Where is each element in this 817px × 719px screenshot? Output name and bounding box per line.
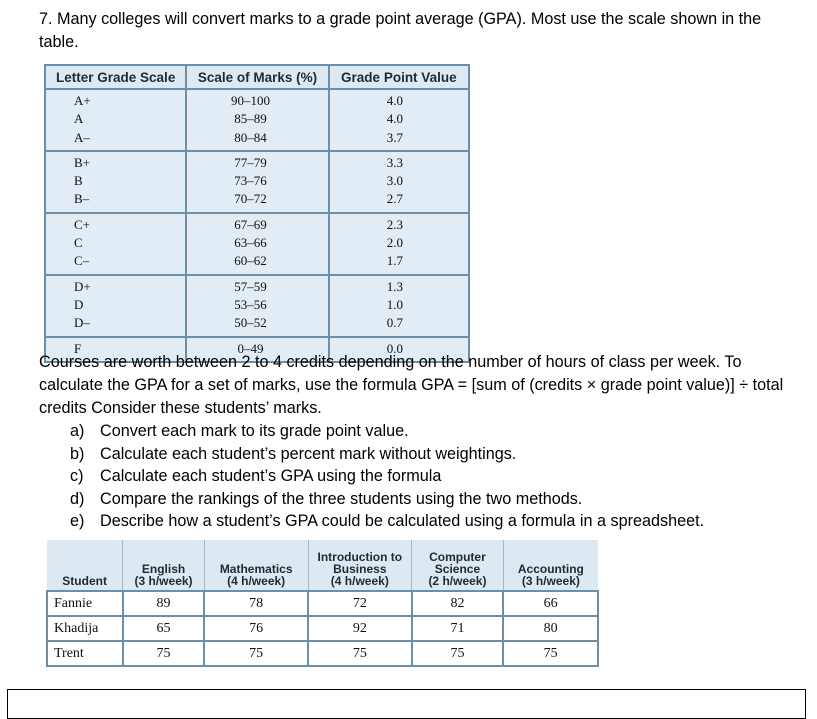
task-item-d	[70, 488, 704, 511]
mark-cell: 92	[308, 616, 412, 641]
grade-header-letter: Letter Grade Scale	[45, 65, 186, 89]
task-letter: a)	[70, 422, 85, 440]
grade-marks: 77–79	[234, 154, 267, 170]
task-item-e	[70, 510, 704, 533]
grade-group-c	[45, 213, 469, 275]
grade-marks: 73–76	[234, 173, 267, 189]
grade-marks: 85–89	[234, 111, 267, 127]
grade-group-b	[45, 151, 469, 213]
col-header-business: Introduction to Business (4 h/week)	[308, 540, 412, 591]
grade-marks: 53–56	[234, 296, 267, 312]
grade-letter: F	[74, 340, 82, 356]
col-header-mathematics: Mathematics (4 h/week)	[204, 540, 308, 591]
grade-marks: 50–52	[234, 315, 267, 331]
mark-cell: 75	[308, 641, 412, 666]
mark-cell: 75	[123, 641, 205, 666]
grade-points: 3.7	[386, 129, 403, 145]
task-list	[70, 420, 704, 533]
grade-header-marks: Scale of Marks (%)	[186, 65, 328, 89]
mark-cell: 75	[503, 641, 598, 666]
grade-points: 1.0	[386, 296, 403, 312]
task-letter: e)	[70, 512, 85, 530]
mark-cell: 76	[204, 616, 308, 641]
grade-marks: 80–84	[234, 129, 267, 145]
col-header-student: Student	[47, 540, 123, 591]
grade-points: 0.7	[386, 315, 403, 331]
grade-letter: C+	[74, 216, 91, 232]
grade-marks: 57–59	[234, 278, 267, 294]
student-name: Khadija	[47, 616, 123, 641]
grade-letter: A	[74, 111, 84, 127]
task-letter: c)	[70, 467, 84, 485]
task-text: Calculate each student’s percent mark without weightings.	[100, 444, 517, 463]
grade-marks: 90–100	[231, 93, 270, 108]
task-text: Convert each mark to its grade point value.	[100, 422, 409, 440]
question-text: 7. Many colleges will convert marks to a grade point average (GPA). Most use the scale shown in the table.	[39, 10, 762, 51]
task-text: Compare the rankings of the three students using the two methods.	[100, 489, 583, 508]
grade-marks: 63–66	[234, 235, 267, 251]
grade-points: 2.0	[386, 235, 403, 251]
grade-points: 0.0	[386, 340, 403, 356]
task-letter: b)	[70, 444, 85, 463]
task-item-a	[70, 420, 704, 443]
grade-marks: 60–62	[234, 253, 267, 269]
grade-letter: D+	[74, 278, 91, 294]
grade-letter: B+	[74, 154, 91, 170]
mark-cell: 82	[412, 591, 504, 616]
table-row	[47, 591, 598, 616]
col-header-english: English (3 h/week)	[123, 540, 205, 591]
grade-letter: C–	[74, 253, 90, 269]
task-item-b	[70, 443, 704, 466]
grade-points: 3.3	[386, 154, 403, 170]
student-name: Trent	[47, 641, 123, 666]
grade-marks: 0–49	[237, 340, 264, 356]
grade-group-a	[45, 89, 469, 151]
grade-letter: A+	[74, 93, 91, 108]
task-letter: d)	[70, 489, 85, 508]
task-text: Calculate each student’s GPA using the formula	[100, 467, 442, 485]
mark-cell: 75	[412, 641, 504, 666]
grade-points: 2.3	[386, 216, 403, 232]
col-header-accounting: Accounting (3 h/week)	[503, 540, 598, 591]
col-header-computer-science: Computer Science (2 h/week)	[412, 540, 504, 591]
mark-cell: 78	[204, 591, 308, 616]
grade-points: 1.3	[386, 278, 403, 294]
mark-cell: 72	[308, 591, 412, 616]
table-row	[47, 616, 598, 641]
student-name: Fannie	[47, 591, 123, 616]
mark-cell: 80	[503, 616, 598, 641]
task-item-c	[70, 465, 704, 488]
grade-header-points: Grade Point Value	[329, 65, 469, 89]
grade-letter: B	[74, 173, 83, 189]
grade-letter: D	[74, 296, 84, 312]
grade-letter: C	[74, 235, 83, 251]
mark-cell: 65	[123, 616, 205, 641]
grade-points: 1.7	[386, 253, 403, 269]
grade-letter: A–	[74, 129, 90, 145]
grade-points: 3.0	[386, 173, 403, 189]
grade-points: 4.0	[386, 93, 403, 108]
mark-cell: 89	[123, 591, 205, 616]
grade-points: 2.7	[386, 191, 403, 207]
grade-marks: 67–69	[234, 216, 267, 232]
instructions-paragraph: Courses are worth between 2 to 4 credits depending on the number of hours of class per week. To calculate the GPA for a set of marks, use the formula GPA = [sum of (credits × grade point value)] ÷ total credits Consider these students’ marks.	[39, 353, 784, 417]
grade-marks: 70–72	[234, 191, 267, 207]
mark-cell: 75	[204, 641, 308, 666]
answer-box[interactable]	[7, 689, 806, 719]
grade-scale-table	[44, 64, 470, 363]
mark-cell: 71	[412, 616, 504, 641]
grade-group-d	[45, 275, 469, 337]
grade-letter: D–	[74, 315, 90, 331]
student-marks-table	[46, 540, 599, 667]
grade-letter: B–	[74, 191, 90, 207]
task-text: Describe how a student’s GPA could be calculated using a formula in a spreadsheet.	[100, 512, 705, 530]
grade-points: 4.0	[386, 111, 403, 127]
table-row	[47, 641, 598, 666]
mark-cell: 66	[503, 591, 598, 616]
